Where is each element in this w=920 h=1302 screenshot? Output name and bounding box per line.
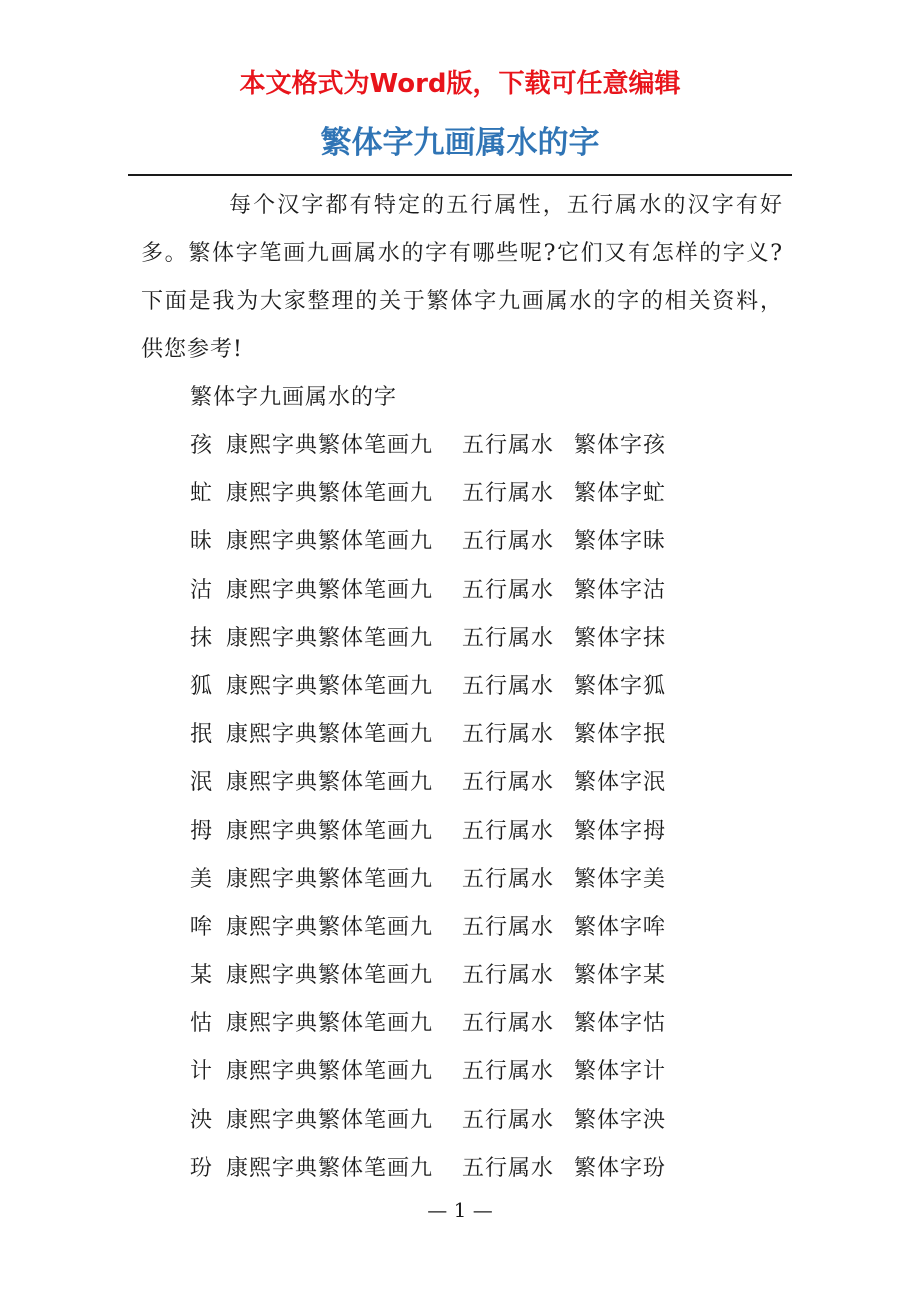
entry-traditional: 繁体字泯 <box>574 770 667 796</box>
list-item <box>190 663 666 711</box>
entry-traditional: 繁体字某 <box>574 963 667 989</box>
entry-traditional: 繁体字美 <box>574 866 667 892</box>
entry-character: 昧 <box>190 529 214 555</box>
entry-traditional: 繁体字虻 <box>574 481 667 507</box>
entry-source: 康熙字典繁体笔画九 <box>226 1107 434 1133</box>
entry-element: 五行属水 <box>462 673 555 699</box>
entry-element: 五行属水 <box>462 481 555 507</box>
entry-element: 五行属水 <box>462 722 555 748</box>
list-item <box>190 1048 666 1096</box>
entry-element: 五行属水 <box>462 914 555 940</box>
entry-traditional: 繁体字计 <box>574 1059 667 1085</box>
entry-traditional: 繁体字怙 <box>574 1011 667 1037</box>
entry-character: 美 <box>190 866 214 892</box>
entry-character: 玢 <box>190 1155 214 1181</box>
list-item <box>190 1097 666 1145</box>
entry-character: 虻 <box>190 481 214 507</box>
entry-source: 康熙字典繁体笔画九 <box>226 433 434 458</box>
entry-element: 五行属水 <box>462 1107 555 1133</box>
list-item <box>190 904 666 952</box>
entry-element: 五行属水 <box>462 1059 555 1085</box>
entry-traditional: 繁体字昧 <box>574 529 667 555</box>
list-item <box>190 1000 666 1048</box>
entry-traditional: 繁体字孩 <box>574 433 667 458</box>
entry-source: 康熙字典繁体笔画九 <box>226 577 434 603</box>
intro-paragraph: 每个汉字都有特定的五行属性，五行属水的汉字有好多。繁体字笔画九画属水的字有哪些呢?它们又有怎样的字义?下面是我为大家整理的关于繁体字九画属水的字的相关资料，供您参考! <box>141 193 783 362</box>
list-item <box>190 759 666 807</box>
entry-element: 五行属水 <box>462 1155 555 1181</box>
list-item <box>190 470 666 518</box>
entry-source: 康熙字典繁体笔画九 <box>226 481 434 507</box>
entry-element: 五行属水 <box>462 963 555 989</box>
entry-traditional: 繁体字抹 <box>574 625 667 651</box>
entry-source: 康熙字典繁体笔画九 <box>226 866 434 892</box>
entry-traditional: 繁体字哞 <box>574 914 667 940</box>
entry-character: 怙 <box>190 1011 214 1037</box>
entry-element: 五行属水 <box>462 770 555 796</box>
entry-source: 康熙字典繁体笔画九 <box>226 625 434 651</box>
entry-source: 康熙字典繁体笔画九 <box>226 1011 434 1037</box>
entry-traditional: 繁体字狐 <box>574 673 667 699</box>
entry-character: 泱 <box>190 1107 214 1133</box>
entry-source: 康熙字典繁体笔画九 <box>226 963 434 989</box>
entry-source: 康熙字典繁体笔画九 <box>226 818 434 844</box>
character-list <box>190 422 666 1193</box>
entry-character: 沽 <box>190 577 214 603</box>
entry-character: 某 <box>190 963 214 989</box>
entry-traditional: 繁体字沽 <box>574 577 667 603</box>
entry-traditional: 繁体字玢 <box>574 1155 667 1181</box>
entry-element: 五行属水 <box>462 577 555 603</box>
list-item <box>190 567 666 615</box>
entry-element: 五行属水 <box>462 433 555 458</box>
entry-element: 五行属水 <box>462 529 555 555</box>
title-divider <box>128 174 792 176</box>
entry-element: 五行属水 <box>462 866 555 892</box>
entry-character: 狐 <box>190 673 214 699</box>
entry-character: 计 <box>190 1059 214 1085</box>
entry-source: 康熙字典繁体笔画九 <box>226 1059 434 1085</box>
entry-element: 五行属水 <box>462 818 555 844</box>
entry-traditional: 繁体字抿 <box>574 722 667 748</box>
entry-source: 康熙字典繁体笔画九 <box>226 770 434 796</box>
list-item <box>190 808 666 856</box>
entry-character: 抿 <box>190 722 214 748</box>
document-title: 繁体字九画属水的字 <box>320 125 600 161</box>
entry-character: 泯 <box>190 770 214 796</box>
entry-source: 康熙字典繁体笔画九 <box>226 1155 434 1181</box>
entry-source: 康熙字典繁体笔画九 <box>226 914 434 940</box>
list-item <box>190 952 666 1000</box>
list-item <box>190 856 666 904</box>
list-item <box>190 422 666 470</box>
entry-source: 康熙字典繁体笔画九 <box>226 529 434 555</box>
page-number: — 1 — <box>427 1198 493 1222</box>
entry-traditional: 繁体字泱 <box>574 1107 667 1133</box>
entry-character: 拇 <box>190 818 214 844</box>
list-item <box>190 615 666 663</box>
list-item <box>190 518 666 566</box>
entry-source: 康熙字典繁体笔画九 <box>226 673 434 699</box>
entry-character: 孩 <box>190 433 214 458</box>
entry-source: 康熙字典繁体笔画九 <box>226 722 434 748</box>
entry-element: 五行属水 <box>462 625 555 651</box>
format-notice-banner: 本文格式为Word版，下载可任意编辑 <box>239 69 681 99</box>
entry-element: 五行属水 <box>462 1011 555 1037</box>
list-item <box>190 1145 666 1193</box>
entry-character: 抹 <box>190 625 214 651</box>
list-item <box>190 711 666 759</box>
entry-traditional: 繁体字拇 <box>574 818 667 844</box>
section-heading: 繁体字九画属水的字 <box>190 385 398 410</box>
entry-character: 哞 <box>190 914 214 940</box>
